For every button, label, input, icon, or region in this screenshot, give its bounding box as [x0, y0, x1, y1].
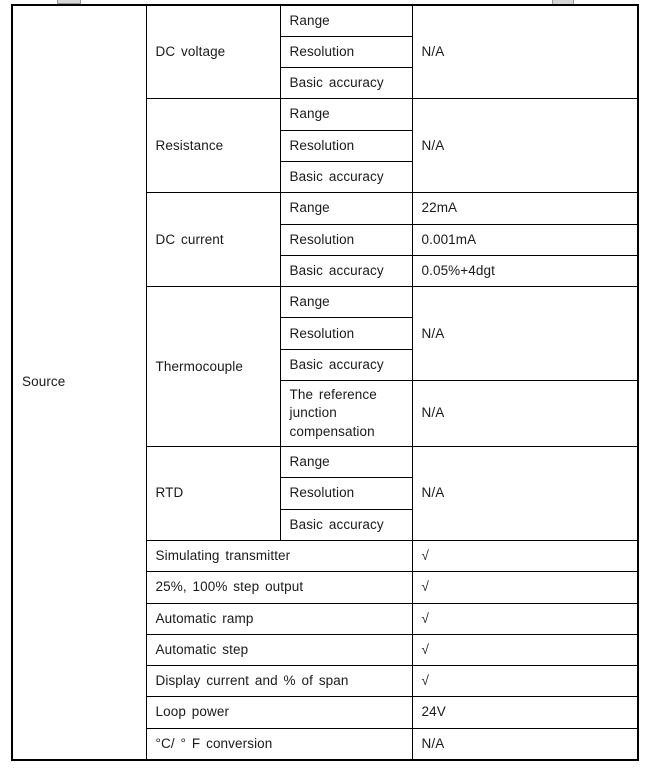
feature-value-cell: 24V [412, 697, 638, 728]
feature-label-cell: Display current and % of span [146, 666, 412, 697]
group-name-cell: RTD [146, 447, 280, 541]
group-name-cell: DC current [146, 193, 280, 287]
feature-label-cell: 25%, 100% step output [146, 572, 412, 603]
param-cell: Resolution [280, 36, 412, 67]
value-cell: 0.001mA [412, 224, 638, 255]
value-cell: N/A [412, 99, 638, 193]
value-cell: N/A [412, 447, 638, 541]
param-cell: Range [280, 287, 412, 318]
param-cell: Range [280, 447, 412, 478]
source-cell: Source [12, 5, 146, 760]
feature-value-cell: √ [412, 540, 638, 571]
group-name-cell: Thermocouple [146, 287, 280, 447]
value-cell: 22mA [412, 193, 638, 224]
feature-label-cell: Simulating transmitter [146, 540, 412, 571]
table-row [12, 5, 638, 36]
param-cell: Basic accuracy [280, 161, 412, 192]
param-cell: Range [280, 193, 412, 224]
feature-value-cell: √ [412, 666, 638, 697]
value-cell: N/A [412, 381, 638, 447]
param-cell: Resolution [280, 318, 412, 349]
param-cell: Basic accuracy [280, 68, 412, 99]
feature-label-cell: °C/ ° F conversion [146, 728, 412, 759]
feature-label-cell: Automatic step [146, 634, 412, 665]
param-cell: Basic accuracy [280, 349, 412, 380]
feature-value-cell: N/A [412, 728, 638, 759]
param-cell: Range [280, 5, 412, 36]
param-cell: Resolution [280, 130, 412, 161]
group-name-cell: DC voltage [146, 5, 280, 99]
param-cell: Resolution [280, 224, 412, 255]
value-cell: N/A [412, 287, 638, 381]
feature-label-cell: Automatic ramp [146, 603, 412, 634]
param-cell: Range [280, 99, 412, 130]
param-cell: The reference junction compensation [280, 381, 412, 447]
feature-label-cell: Loop power [146, 697, 412, 728]
specification-table [11, 4, 639, 761]
value-cell: N/A [412, 5, 638, 99]
param-cell: Basic accuracy [280, 509, 412, 540]
param-cell: Basic accuracy [280, 255, 412, 286]
value-cell: 0.05%+4dgt [412, 255, 638, 286]
feature-value-cell: √ [412, 572, 638, 603]
group-name-cell: Resistance [146, 99, 280, 193]
feature-value-cell: √ [412, 603, 638, 634]
feature-value-cell: √ [412, 634, 638, 665]
param-cell: Resolution [280, 478, 412, 509]
